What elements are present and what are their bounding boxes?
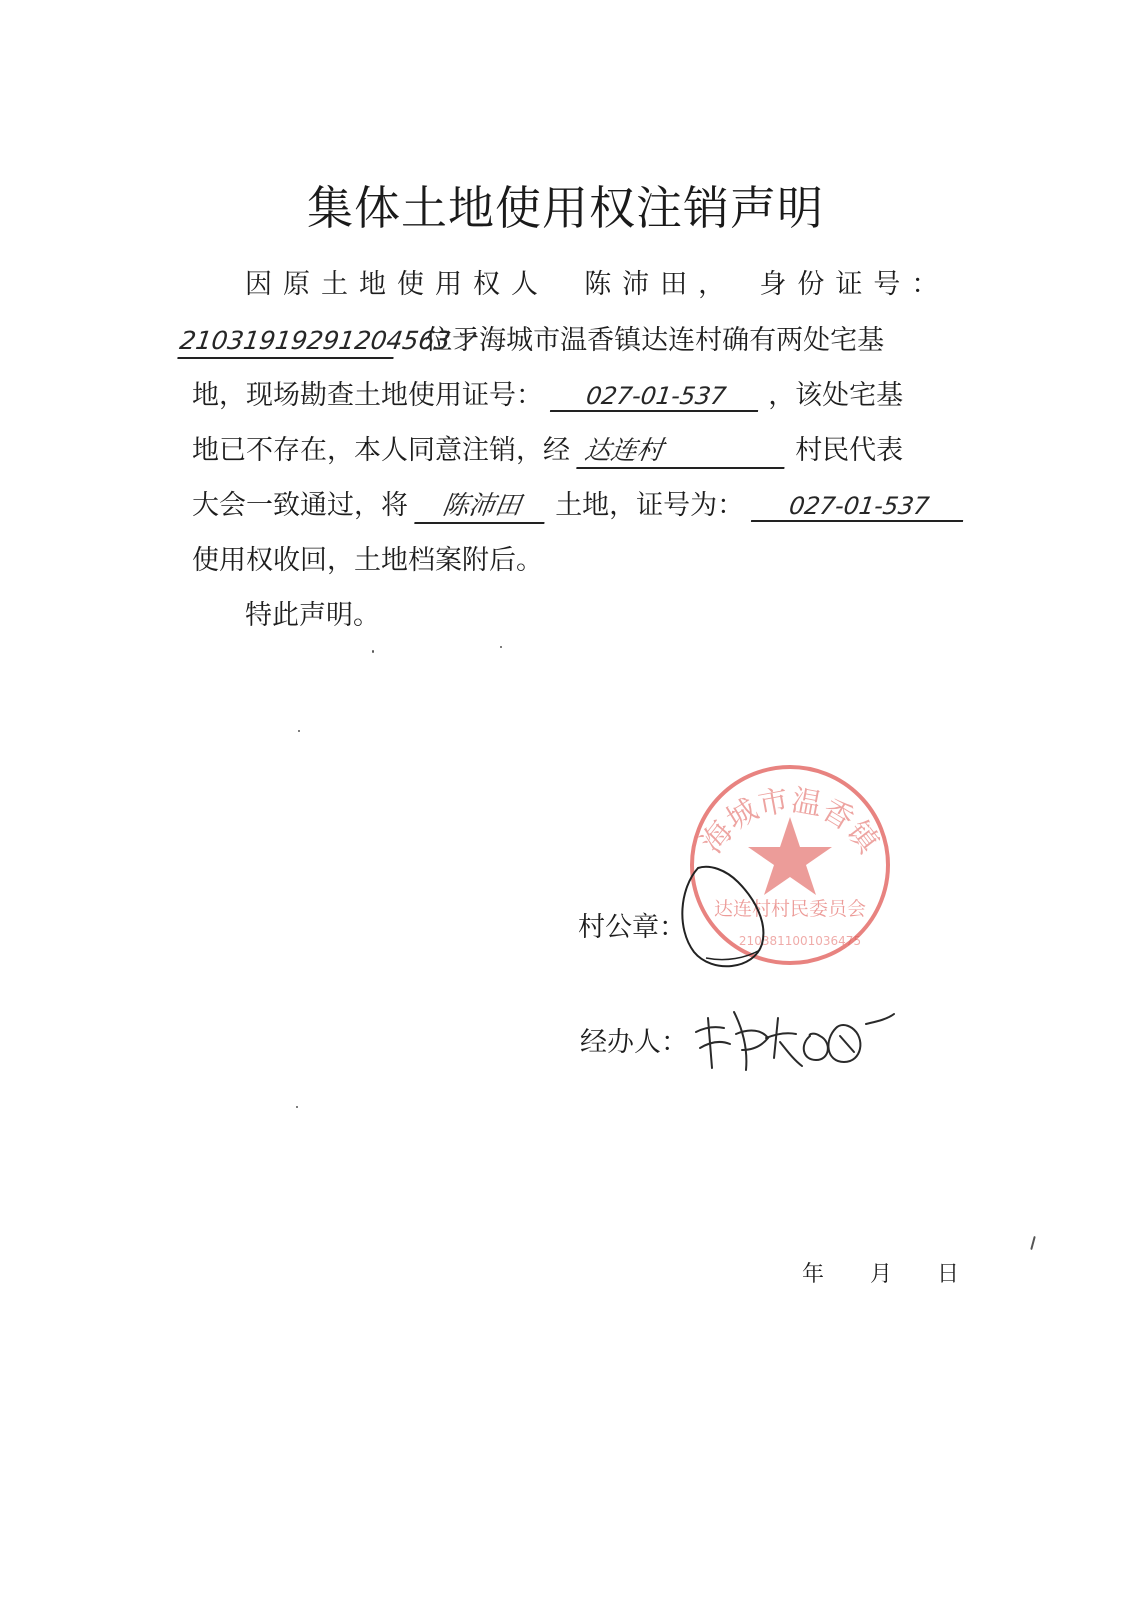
scan-speck [500,646,502,648]
handwritten-cert-number: 027-01-537 [549,382,761,412]
text-cert-label: 土地，证号为： [555,490,745,521]
body-line-6: 使用权收回，土地档案附后。 [192,545,543,576]
text-survey-cert-label: 地，现场勘查土地使用证号： [192,380,543,411]
handwritten-village-name: 达连村 [576,430,789,469]
seal-code-text: 2103811001036475 [738,934,862,948]
body-line-3 [192,373,903,412]
closing-statement: 特此声明。 [245,600,380,631]
document-title: 集体土地使用权注销声明 [307,181,824,235]
handwritten-loop-mark [676,858,776,978]
body-line-1 [245,262,949,301]
date-month-label: 月 [870,1262,893,1287]
scan-speck [298,730,300,732]
village-stamp-label: 村公章： [578,912,686,943]
handwritten-id-number: 21031919291204563フ [177,321,398,359]
text-homestead: ，该处宅基 [768,380,904,411]
text-original-holder: 因原土地使用权人 [245,269,549,300]
scan-speck [1030,1236,1036,1250]
scan-speck [372,650,374,653]
date-year-label: 年 [802,1262,825,1287]
seal-bottom-text: 达连村村民委员会 [713,898,867,920]
handler-signature [690,988,900,1078]
body-line-5 [192,483,965,524]
seal-top-text: 海城市温香镇 [694,783,886,860]
handwritten-cert-number-2: 027-01-537 [751,492,967,522]
date-day-label: 日 [937,1262,960,1287]
text-location: 位于海城市温香镇达连村确有两处宅基 [425,325,885,356]
text-consent: 地已不存在，本人同意注销，经 [192,435,570,466]
handwritten-holder-name: 陈沛田 [414,485,549,524]
holder-name: 陈沛田， [584,269,737,300]
text-id-number-label: 身份证号： [759,269,950,300]
text-representatives: 村民代表 [795,435,904,466]
body-line-4 [192,428,903,469]
handler-label: 经办人： [580,1027,688,1058]
body-line-2 [177,318,885,359]
scan-speck [296,1106,298,1108]
text-approved: 大会一致通过，将 [192,490,408,521]
